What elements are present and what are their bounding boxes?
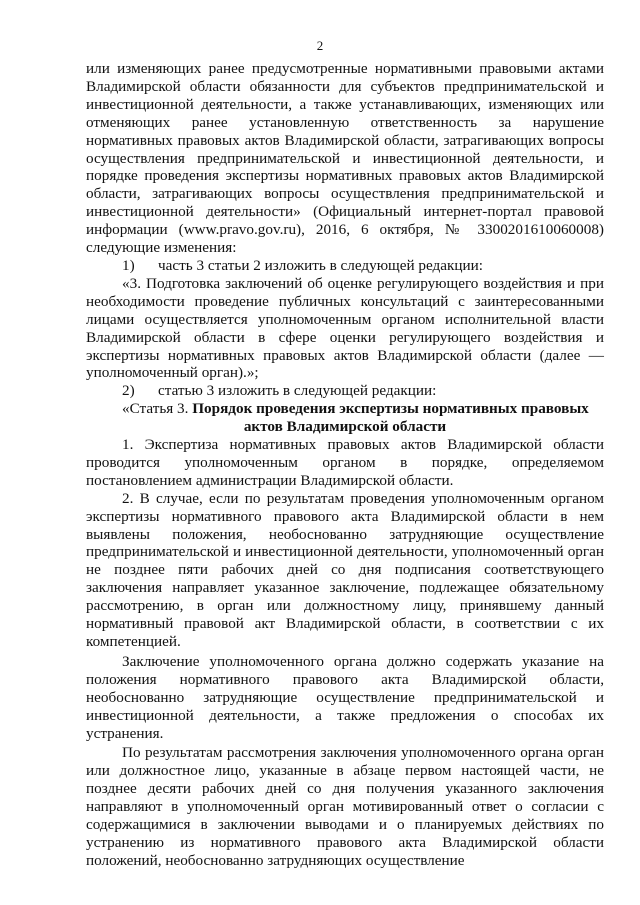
article-title-line-1: Порядок проведения экспертизы нормативных правовых — [192, 400, 589, 418]
quoted-part-3: «3. Подготовка заключений об оценке регулирующего воздействия и при необходимости проведение публичных консультаций с заинтересованными лицами осуществляется уполномоченным органом исполнительной власти Владимирской области в сфере оценки регулирующего воздействия и экспертизы нормативных правовых актов Владимирской области (далее — уполномоченный орган).»; — [86, 274, 604, 382]
list-item-1-number: 1) — [122, 256, 135, 274]
article-paragraph-1: 1. Экспертиза нормативных правовых актов Владимирской области проводится уполномоченным органом в порядке, определяемом постановлением администрации Владимирской области. — [86, 436, 604, 489]
article-title-line-2: актов Владимирской области — [243, 418, 447, 436]
document-body — [86, 60, 604, 870]
article-paragraph-2: 2. В случае, если по результатам проведения уполномоченным органом экспертизы нормативного правового акта Владимирской области в нем выявлены положения, необоснованно затрудняющие осуществление предпринимательской и инвестиционной деятельности, уполномоченный орган не позднее пяти рабочих дней со дня подписания соответствующего заключения направляет указанное заключение, подлежащее обязательному рассмотрению, в орган или должностному лицу, принявшему данный нормативный правовой акт Владимирской области, в соответствии с их компетенцией. — [86, 489, 604, 650]
list-item-2 — [86, 382, 604, 400]
list-item-2-number: 2) — [122, 382, 135, 400]
list-item-1-text: часть 3 статьи 2 изложить в следующей редакции: — [158, 256, 484, 274]
article-paragraph-4: По результатам рассмотрения заключения уполномоченного органа орган или должностное лицо, указанные в абзаце первом настоящей части, не позднее десяти рабочих дней со дня получения указанного заключения направляют в уполномоченный орган мотивированный ответ о согласии с содержащимися в заключении выводами и о планируемых действиях по устранению из нормативного правового акта Владимирской области положений, необоснованно затрудняющих осуществление — [86, 744, 604, 869]
intro-paragraph: или изменяющих ранее предусмотренные нормативными правовыми актами Владимирской области обязанности для субъектов предпринимательской и инвестиционной деятельности, а также устанавливающих, изменяющих или отменяющих ранее установленную ответственность за нарушение нормативных правовых актов Владимирской области, затрагивающих вопросы осуществления предпринимательской и инвестиционной деятельности, и порядке проведения экспертизы нормативных правовых актов Владимирской области, затрагивающих вопросы осуществления предпринимательской и инвестиционной деятельности» (Официальный интернет-портал правовой информации (www.pravo.gov.ru), 2016, 6 октября, № 3300201610060008) следующие изменения: — [86, 60, 604, 257]
article-prefix: «Статья 3. — [122, 400, 189, 418]
list-item-1 — [86, 257, 604, 275]
list-item-2-text: статью 3 изложить в следующей редакции: — [158, 382, 437, 400]
page-number: 2 — [316, 38, 324, 53]
article-paragraph-3: Заключение уполномоченного органа должно содержать указание на положения нормативного правового акта Владимирской области, необоснованно затрудняющие осуществление предпринимательской и инвестиционной деятельности, а также предложения о способах их устранения. — [86, 652, 604, 742]
article-heading — [86, 400, 604, 418]
